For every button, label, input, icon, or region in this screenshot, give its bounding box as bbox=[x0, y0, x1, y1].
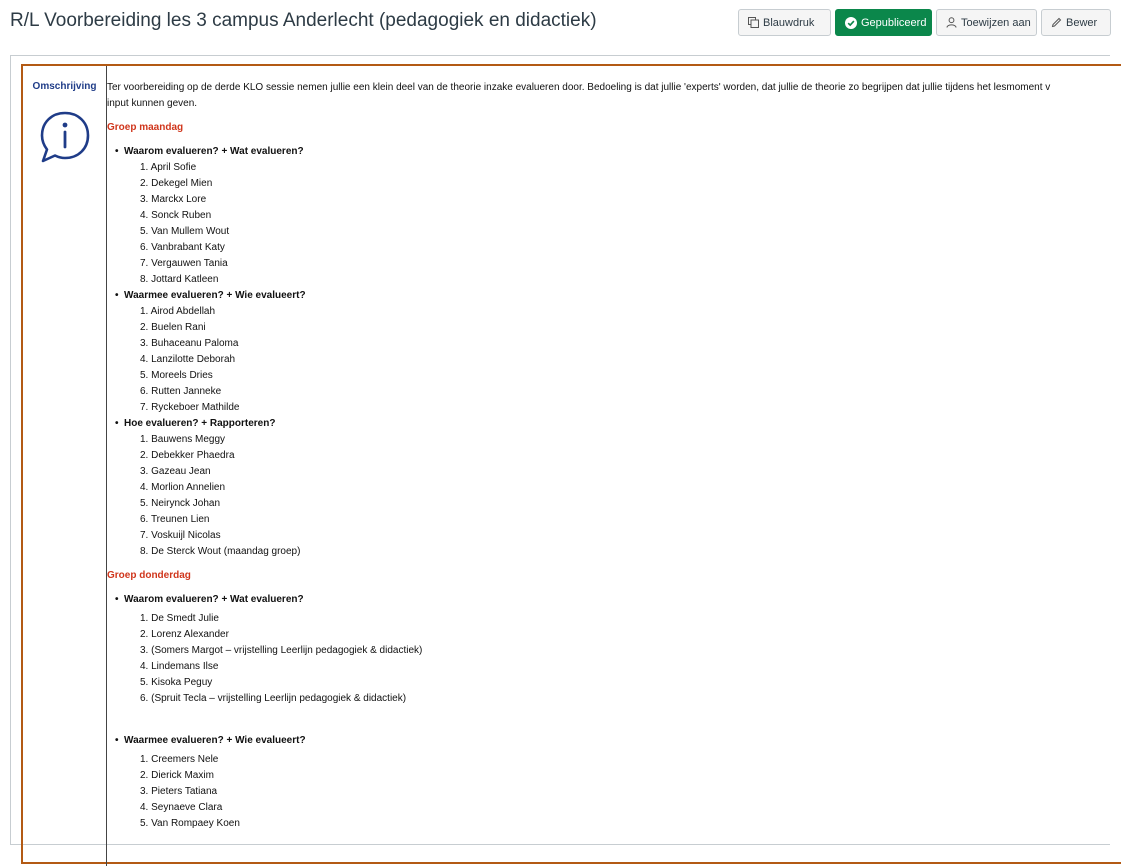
member-item: 2. Debekker Phaedra bbox=[140, 450, 235, 461]
topic-list-donderdag bbox=[107, 592, 1127, 832]
assignment-content bbox=[10, 55, 1110, 845]
member-item: 8. Jottard Katleen bbox=[140, 274, 219, 285]
blueprint-label: Blauwdruk bbox=[763, 16, 815, 29]
member-item: 2. Dierick Maxim bbox=[140, 770, 214, 781]
member-item: 6. Rutten Janneke bbox=[140, 386, 222, 397]
member-item: 3. Pieters Tatiana bbox=[140, 786, 218, 797]
member-item: 4. Sonck Ruben bbox=[140, 210, 212, 221]
member-item: 3. Buhaceanu Paloma bbox=[140, 338, 239, 349]
member-item: 2. Lorenz Alexander bbox=[140, 629, 229, 640]
assign-label: Toewijzen aan bbox=[961, 16, 1031, 29]
member-list bbox=[107, 611, 1127, 707]
member-item: 6. (Spruit Tecla – vrijstelling Leerlijn pedagogiek & didactiek) bbox=[140, 693, 407, 704]
blueprint-icon bbox=[748, 17, 759, 28]
group-heading-donderdag: Groep donderdag bbox=[107, 570, 191, 581]
pencil-icon bbox=[1051, 17, 1062, 28]
member-item: 6. Treunen Lien bbox=[140, 514, 210, 525]
page-title: R/L Voorbereiding les 3 campus Anderlecht (pedagogiek en didactiek) bbox=[10, 10, 597, 31]
description-box bbox=[21, 64, 1121, 864]
topic-title: • Waarmee evalueren? + Wie evalueert? bbox=[107, 288, 1127, 304]
member-item: 1. Creemers Nele bbox=[140, 754, 219, 765]
topic-title: • Waarom evalueren? + Wat evalueren? bbox=[107, 144, 1127, 160]
topic-list-maandag bbox=[107, 144, 1127, 560]
edit-label: Bewer bbox=[1066, 16, 1098, 29]
member-item: 1. De Smedt Julie bbox=[140, 613, 219, 624]
topic-item bbox=[107, 416, 1127, 560]
member-item: 1. Bauwens Meggy bbox=[140, 434, 226, 445]
user-icon bbox=[946, 17, 957, 28]
member-item: 3. (Somers Margot – vrijstelling Leerlijn pedagogiek & didactiek) bbox=[140, 645, 423, 656]
member-item: 2. Buelen Rani bbox=[140, 322, 206, 333]
description-text bbox=[107, 80, 1127, 832]
member-item: 5. Van Rompaey Koen bbox=[140, 818, 240, 829]
topic-title: • Hoe evalueren? + Rapporteren? bbox=[107, 416, 1127, 432]
intro-line-2: input kunnen geven. bbox=[107, 98, 198, 109]
member-list bbox=[107, 160, 1127, 288]
member-item: 7. Ryckeboer Mathilde bbox=[140, 402, 240, 413]
member-item: 7. Vergauwen Tania bbox=[140, 258, 228, 269]
member-list bbox=[107, 432, 1127, 560]
section-label: Omschrijving bbox=[32, 81, 97, 92]
member-item: 1. Airod Abdellah bbox=[140, 306, 216, 317]
member-item: 5. Neirynck Johan bbox=[140, 498, 221, 509]
member-item: 3. Gazeau Jean bbox=[140, 466, 211, 477]
topic-item bbox=[107, 288, 1127, 416]
member-item: 7. Voskuijl Nicolas bbox=[140, 530, 221, 541]
member-item: 2. Dekegel Mien bbox=[140, 178, 213, 189]
member-item: 1. April Sofie bbox=[140, 162, 197, 173]
assign-to-button[interactable] bbox=[936, 9, 1037, 36]
published-label: Gepubliceerd bbox=[861, 16, 927, 29]
blueprint-button[interactable] bbox=[738, 9, 831, 36]
member-item: 4. Lindemans Ilse bbox=[140, 661, 219, 672]
member-item: 4. Lanzilotte Deborah bbox=[140, 354, 236, 365]
member-item: 5. Van Mullem Wout bbox=[140, 226, 230, 237]
group-heading-maandag: Groep maandag bbox=[107, 122, 184, 133]
member-item: 8. De Sterck Wout (maandag groep) bbox=[140, 546, 301, 557]
page-toolbar bbox=[738, 9, 1111, 36]
member-item: 5. Moreels Dries bbox=[140, 370, 213, 381]
topic-item bbox=[107, 144, 1127, 288]
published-button[interactable] bbox=[835, 9, 932, 36]
check-circle-icon bbox=[845, 17, 857, 29]
topic-title: • Waarmee evalueren? + Wie evalueert? bbox=[107, 733, 1127, 749]
intro-line-1: Ter voorbereiding op de derde KLO sessie nemen jullie een klein deel van de theorie inzake evalueren door. Bedoeling is dat jullie 'experts' worden, dat jullie de theorie zo begrijpen dat jullie tijdens het lesmoment v bbox=[107, 82, 1051, 93]
info-speech-bubble-icon bbox=[39, 110, 91, 171]
member-list bbox=[107, 304, 1127, 416]
member-item: 4. Morlion Annelien bbox=[140, 482, 226, 493]
edit-button[interactable] bbox=[1041, 9, 1111, 36]
label-column bbox=[23, 66, 107, 866]
member-item: 3. Marckx Lore bbox=[140, 194, 207, 205]
member-item: 6. Vanbrabant Katy bbox=[140, 242, 225, 253]
member-list bbox=[107, 752, 1127, 832]
topic-item bbox=[107, 733, 1127, 832]
topic-title: • Waarom evalueren? + Wat evalueren? bbox=[107, 592, 1127, 608]
member-item: 5. Kisoka Peguy bbox=[140, 677, 213, 688]
topic-item bbox=[107, 592, 1127, 707]
member-item: 4. Seynaeve Clara bbox=[140, 802, 223, 813]
